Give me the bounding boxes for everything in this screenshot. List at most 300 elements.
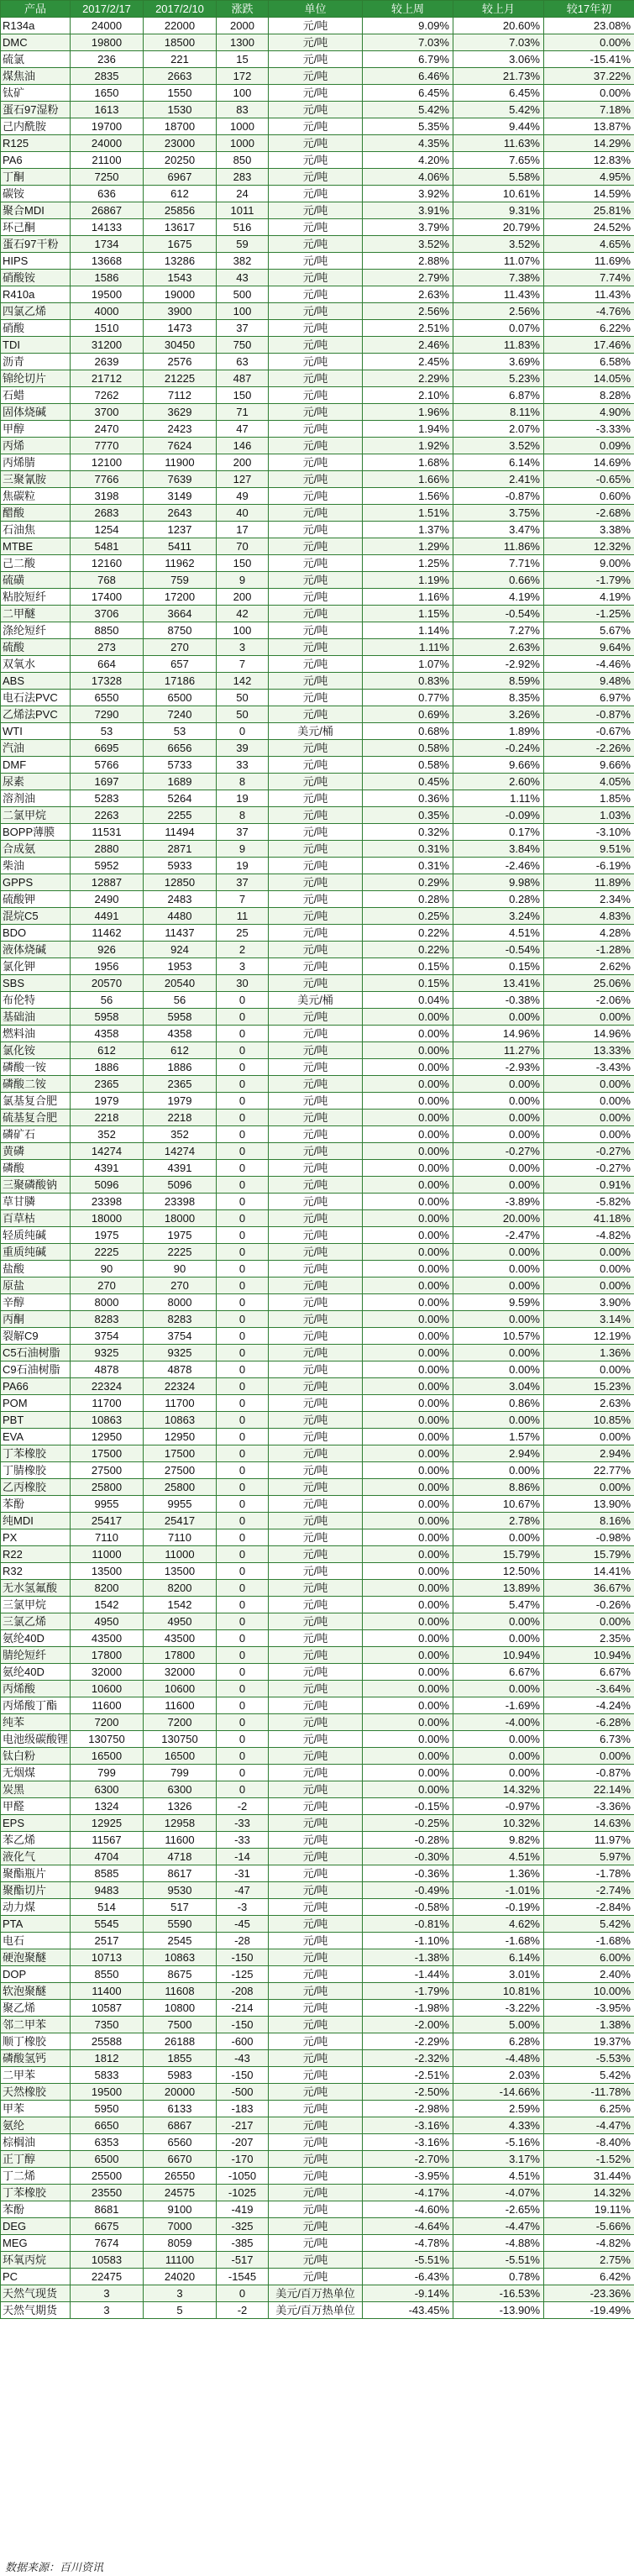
cell-unit: 元/吨 — [269, 942, 363, 958]
cell-month-change: 7.38% — [453, 270, 544, 286]
cell-product: 辛醇 — [1, 1294, 71, 1311]
table-row — [1, 1496, 634, 1513]
cell-week-change: 6.79% — [363, 51, 453, 68]
cell-price-current: 7290 — [71, 706, 144, 723]
cell-month-change: 5.47% — [453, 1597, 544, 1613]
cell-ytd-change: 0.91% — [544, 1177, 634, 1194]
cell-month-change: 6.87% — [453, 387, 544, 404]
cell-ytd-change: 11.97% — [544, 1832, 634, 1849]
cell-price-current: 14274 — [71, 1143, 144, 1160]
cell-unit: 元/吨 — [269, 320, 363, 337]
cell-price-previous: 43500 — [144, 1630, 217, 1647]
cell-price-current: 8200 — [71, 1580, 144, 1597]
cell-week-change: -3.16% — [363, 2134, 453, 2151]
table-row — [1, 253, 634, 270]
table-row — [1, 1143, 634, 1160]
cell-month-change: 0.15% — [453, 958, 544, 975]
cell-unit: 元/吨 — [269, 1076, 363, 1093]
cell-product: 四氯乙烯 — [1, 303, 71, 320]
cell-week-change: 0.00% — [363, 1328, 453, 1345]
cell-change: 0 — [217, 1647, 269, 1664]
cell-price-current: 4358 — [71, 1026, 144, 1042]
cell-product: 动力煤 — [1, 1899, 71, 1916]
cell-price-previous: 10863 — [144, 1412, 217, 1429]
cell-price-previous: 9100 — [144, 2201, 217, 2218]
cell-week-change: -2.70% — [363, 2151, 453, 2168]
cell-unit: 元/吨 — [269, 1143, 363, 1160]
cell-change: -150 — [217, 2067, 269, 2084]
table-row — [1, 1160, 634, 1177]
table-row — [1, 740, 634, 757]
cell-product: 磷酸 — [1, 1160, 71, 1177]
cell-month-change: 8.35% — [453, 690, 544, 706]
cell-change: 0 — [217, 2285, 269, 2302]
cell-unit: 元/吨 — [269, 354, 363, 370]
table-row — [1, 1093, 634, 1110]
cell-price-current: 53 — [71, 723, 144, 740]
cell-week-change: 0.00% — [363, 1042, 453, 1059]
cell-ytd-change: -11.78% — [544, 2084, 634, 2101]
cell-ytd-change: 10.85% — [544, 1412, 634, 1429]
cell-month-change: -3.22% — [453, 2000, 544, 2017]
cell-ytd-change: 14.96% — [544, 1026, 634, 1042]
cell-change: -28 — [217, 1933, 269, 1949]
cell-month-change: 11.07% — [453, 253, 544, 270]
cell-price-current: 16500 — [71, 1748, 144, 1765]
cell-week-change: -4.17% — [363, 2185, 453, 2201]
cell-week-change: 0.00% — [363, 1731, 453, 1748]
table-row — [1, 303, 634, 320]
table-row — [1, 2235, 634, 2252]
cell-price-previous: 4391 — [144, 1160, 217, 1177]
cell-month-change: 0.00% — [453, 1093, 544, 1110]
cell-product: C9石油树脂 — [1, 1361, 71, 1378]
cell-product: 焦碳粒 — [1, 488, 71, 505]
cell-price-previous: 6670 — [144, 2151, 217, 2168]
cell-ytd-change: -1.78% — [544, 1865, 634, 1882]
cell-week-change: 0.00% — [363, 1076, 453, 1093]
table-row — [1, 1462, 634, 1479]
cell-unit: 元/吨 — [269, 2117, 363, 2134]
cell-month-change: 6.14% — [453, 454, 544, 471]
cell-ytd-change: 14.29% — [544, 135, 634, 152]
cell-month-change: 9.98% — [453, 874, 544, 891]
cell-ytd-change: 0.00% — [544, 85, 634, 102]
table-row — [1, 1009, 634, 1026]
cell-product: 草甘膦 — [1, 1194, 71, 1210]
cell-change: 0 — [217, 1496, 269, 1513]
cell-unit: 元/吨 — [269, 471, 363, 488]
cell-price-previous: 270 — [144, 639, 217, 656]
cell-unit: 元/吨 — [269, 1126, 363, 1143]
cell-unit: 元/吨 — [269, 1949, 363, 1966]
cell-change: 100 — [217, 303, 269, 320]
cell-unit: 元/吨 — [269, 1429, 363, 1445]
cell-month-change: 10.61% — [453, 186, 544, 202]
cell-price-previous: 11608 — [144, 1983, 217, 2000]
cell-ytd-change: 31.44% — [544, 2168, 634, 2185]
cell-week-change: 0.35% — [363, 807, 453, 824]
cell-change: -3 — [217, 1899, 269, 1916]
cell-product: MEG — [1, 2235, 71, 2252]
cell-week-change: -0.36% — [363, 1865, 453, 1882]
cell-week-change: 0.00% — [363, 1496, 453, 1513]
table-row — [1, 824, 634, 841]
cell-price-previous: 1953 — [144, 958, 217, 975]
cell-week-change: 0.00% — [363, 1647, 453, 1664]
cell-price-current: 1956 — [71, 958, 144, 975]
table-row — [1, 85, 634, 102]
cell-price-current: 768 — [71, 572, 144, 589]
cell-price-previous: 7000 — [144, 2218, 217, 2235]
cell-price-previous: 759 — [144, 572, 217, 589]
cell-product: 聚酯瓶片 — [1, 1865, 71, 1882]
cell-ytd-change: 0.00% — [544, 1613, 634, 1630]
cell-week-change: 1.07% — [363, 656, 453, 673]
cell-price-current: 25800 — [71, 1479, 144, 1496]
cell-ytd-change: -1.79% — [544, 572, 634, 589]
cell-unit: 元/吨 — [269, 236, 363, 253]
cell-price-previous: 8675 — [144, 1966, 217, 1983]
cell-ytd-change: 9.64% — [544, 639, 634, 656]
cell-ytd-change: -2.68% — [544, 505, 634, 522]
cell-ytd-change: 13.87% — [544, 118, 634, 135]
table-row — [1, 1882, 634, 1899]
cell-ytd-change: 0.00% — [544, 34, 634, 51]
cell-week-change: 1.25% — [363, 555, 453, 572]
cell-product: 基础油 — [1, 1009, 71, 1026]
cell-month-change: 8.86% — [453, 1479, 544, 1496]
table-row — [1, 102, 634, 118]
cell-price-previous: 3754 — [144, 1328, 217, 1345]
cell-product: EPS — [1, 1815, 71, 1832]
cell-change: 7 — [217, 656, 269, 673]
cell-unit: 元/吨 — [269, 337, 363, 354]
cell-week-change: 0.00% — [363, 1681, 453, 1697]
cell-price-current: 6675 — [71, 2218, 144, 2235]
cell-product: 天然气期货 — [1, 2302, 71, 2319]
cell-product: 磷酸一铵 — [1, 1059, 71, 1076]
cell-month-change: 0.00% — [453, 1278, 544, 1294]
cell-price-previous: 12958 — [144, 1815, 217, 1832]
cell-product: HIPS — [1, 253, 71, 270]
cell-price-previous: 8059 — [144, 2235, 217, 2252]
cell-month-change: -0.19% — [453, 1899, 544, 1916]
cell-week-change: 0.00% — [363, 1479, 453, 1496]
cell-ytd-change: -8.40% — [544, 2134, 634, 2151]
cell-ytd-change: 14.32% — [544, 2185, 634, 2201]
cell-product: 石油焦 — [1, 522, 71, 538]
header-product: 产品 — [1, 1, 71, 18]
cell-unit: 元/吨 — [269, 18, 363, 34]
table-row — [1, 2134, 634, 2151]
table-row — [1, 790, 634, 807]
cell-change: 1000 — [217, 135, 269, 152]
cell-week-change: 0.00% — [363, 1781, 453, 1798]
table-row — [1, 1916, 634, 1933]
table-row — [1, 202, 634, 219]
cell-product: 三氯乙烯 — [1, 1613, 71, 1630]
cell-unit: 元/吨 — [269, 1697, 363, 1714]
cell-price-current: 5833 — [71, 2067, 144, 2084]
cell-ytd-change: 14.05% — [544, 370, 634, 387]
table-row — [1, 1210, 634, 1227]
cell-price-current: 799 — [71, 1765, 144, 1781]
cell-product: 布伦特 — [1, 992, 71, 1009]
table-row — [1, 1697, 634, 1714]
cell-unit: 元/吨 — [269, 1177, 363, 1194]
cell-unit: 元/吨 — [269, 1882, 363, 1899]
cell-price-previous: 7112 — [144, 387, 217, 404]
cell-ytd-change: 12.19% — [544, 1328, 634, 1345]
header-month: 较上月 — [453, 1, 544, 18]
cell-unit: 元/吨 — [269, 51, 363, 68]
cell-ytd-change: 2.35% — [544, 1630, 634, 1647]
table-row — [1, 690, 634, 706]
cell-ytd-change: -2.26% — [544, 740, 634, 757]
cell-ytd-change: 0.00% — [544, 1076, 634, 1093]
cell-week-change: -4.60% — [363, 2201, 453, 2218]
cell-month-change: 3.01% — [453, 1966, 544, 1983]
cell-change: 0 — [217, 1664, 269, 1681]
cell-unit: 元/吨 — [269, 2151, 363, 2168]
cell-month-change: 10.32% — [453, 1815, 544, 1832]
cell-price-current: 7262 — [71, 387, 144, 404]
table-row — [1, 2101, 634, 2117]
cell-week-change: 0.29% — [363, 874, 453, 891]
cell-price-previous: 17500 — [144, 1445, 217, 1462]
cell-change: 0 — [217, 1210, 269, 1227]
table-row — [1, 1194, 634, 1210]
cell-price-current: 1979 — [71, 1093, 144, 1110]
table-row — [1, 1513, 634, 1529]
cell-week-change: 2.79% — [363, 270, 453, 286]
table-row — [1, 1177, 634, 1194]
cell-change: 0 — [217, 1395, 269, 1412]
cell-month-change: 2.07% — [453, 421, 544, 438]
cell-change: -150 — [217, 1949, 269, 1966]
cell-price-current: 12160 — [71, 555, 144, 572]
cell-unit: 元/吨 — [269, 2067, 363, 2084]
table-row — [1, 555, 634, 572]
cell-price-current: 17800 — [71, 1647, 144, 1664]
cell-month-change: 4.51% — [453, 925, 544, 942]
cell-change: 850 — [217, 152, 269, 169]
cell-price-current: 514 — [71, 1899, 144, 1916]
cell-change: 9 — [217, 572, 269, 589]
cell-ytd-change: 6.25% — [544, 2101, 634, 2117]
cell-unit: 元/吨 — [269, 1765, 363, 1781]
cell-unit: 元/吨 — [269, 286, 363, 303]
cell-month-change: -0.24% — [453, 740, 544, 757]
cell-unit: 元/吨 — [269, 2050, 363, 2067]
cell-ytd-change: -3.10% — [544, 824, 634, 841]
cell-price-current: 19500 — [71, 286, 144, 303]
table-row — [1, 51, 634, 68]
cell-product: 煤焦油 — [1, 68, 71, 85]
cell-price-previous: 20540 — [144, 975, 217, 992]
cell-unit: 元/吨 — [269, 1580, 363, 1597]
cell-change: 33 — [217, 757, 269, 774]
cell-unit: 元/吨 — [269, 1361, 363, 1378]
cell-price-current: 2263 — [71, 807, 144, 824]
table-row — [1, 942, 634, 958]
cell-product: 丁二烯 — [1, 2168, 71, 2185]
cell-price-current: 270 — [71, 1278, 144, 1294]
cell-week-change: 0.00% — [363, 1445, 453, 1462]
cell-product: 磷酸氢钙 — [1, 2050, 71, 2067]
cell-price-current: 926 — [71, 942, 144, 958]
cell-product: DEG — [1, 2218, 71, 2235]
cell-week-change: 0.00% — [363, 1395, 453, 1412]
cell-unit: 元/吨 — [269, 1966, 363, 1983]
cell-month-change: 0.00% — [453, 1076, 544, 1093]
cell-price-previous: 7500 — [144, 2017, 217, 2033]
cell-unit: 元/吨 — [269, 807, 363, 824]
cell-change: 1300 — [217, 34, 269, 51]
cell-price-current: 1886 — [71, 1059, 144, 1076]
table-row — [1, 589, 634, 606]
cell-week-change: 2.88% — [363, 253, 453, 270]
cell-unit: 元/吨 — [269, 1714, 363, 1731]
cell-month-change: 9.66% — [453, 757, 544, 774]
cell-month-change: 2.78% — [453, 1513, 544, 1529]
cell-week-change: 1.51% — [363, 505, 453, 522]
cell-ytd-change: 11.69% — [544, 253, 634, 270]
cell-week-change: -2.50% — [363, 2084, 453, 2101]
cell-month-change: -16.53% — [453, 2285, 544, 2302]
cell-price-previous: 11437 — [144, 925, 217, 942]
cell-price-previous: 6656 — [144, 740, 217, 757]
table-row — [1, 438, 634, 454]
cell-product: PTA — [1, 1916, 71, 1933]
header-week: 较上周 — [363, 1, 453, 18]
cell-month-change: -1.69% — [453, 1697, 544, 1714]
cell-price-current: 1975 — [71, 1227, 144, 1244]
cell-unit: 元/吨 — [269, 1194, 363, 1210]
cell-product: 苯酚 — [1, 2201, 71, 2218]
cell-week-change: 0.32% — [363, 824, 453, 841]
cell-ytd-change: -5.66% — [544, 2218, 634, 2235]
cell-price-current: 2225 — [71, 1244, 144, 1261]
cell-month-change: 10.67% — [453, 1496, 544, 1513]
cell-week-change: 0.28% — [363, 891, 453, 908]
cell-product: 百草枯 — [1, 1210, 71, 1227]
cell-change: 71 — [217, 404, 269, 421]
cell-unit: 元/吨 — [269, 1210, 363, 1227]
cell-change: 0 — [217, 1328, 269, 1345]
cell-product: POM — [1, 1395, 71, 1412]
cell-ytd-change: 15.79% — [544, 1546, 634, 1563]
cell-week-change: 0.22% — [363, 925, 453, 942]
cell-month-change: 2.60% — [453, 774, 544, 790]
cell-unit: 元/吨 — [269, 270, 363, 286]
cell-unit: 元/吨 — [269, 1009, 363, 1026]
cell-change: 200 — [217, 454, 269, 471]
cell-price-previous: 2643 — [144, 505, 217, 522]
cell-ytd-change: -0.65% — [544, 471, 634, 488]
cell-week-change: -1.44% — [363, 1966, 453, 1983]
cell-price-previous: 6133 — [144, 2101, 217, 2117]
cell-ytd-change: -19.49% — [544, 2302, 634, 2319]
cell-ytd-change: -0.98% — [544, 1529, 634, 1546]
cell-price-previous: 130750 — [144, 1731, 217, 1748]
cell-month-change: 5.42% — [453, 102, 544, 118]
table-row — [1, 1345, 634, 1361]
cell-change: 0 — [217, 1126, 269, 1143]
table-row — [1, 270, 634, 286]
cell-ytd-change: 6.97% — [544, 690, 634, 706]
cell-price-previous: 17800 — [144, 1647, 217, 1664]
cell-price-previous: 924 — [144, 942, 217, 958]
cell-week-change: 1.66% — [363, 471, 453, 488]
cell-ytd-change: 7.18% — [544, 102, 634, 118]
cell-change: 0 — [217, 1345, 269, 1361]
cell-change: -1025 — [217, 2185, 269, 2201]
cell-price-previous: 3 — [144, 2285, 217, 2302]
cell-price-previous: 25856 — [144, 202, 217, 219]
table-row — [1, 1479, 634, 1496]
cell-unit: 元/吨 — [269, 1916, 363, 1933]
cell-week-change: -0.81% — [363, 1916, 453, 1933]
cell-month-change: 0.66% — [453, 572, 544, 589]
cell-change: 0 — [217, 1009, 269, 1026]
cell-price-current: 12887 — [71, 874, 144, 891]
cell-change: 15 — [217, 51, 269, 68]
cell-ytd-change: 5.67% — [544, 622, 634, 639]
cell-unit: 元/吨 — [269, 370, 363, 387]
cell-unit: 元/吨 — [269, 1026, 363, 1042]
cell-week-change: 0.58% — [363, 740, 453, 757]
cell-unit: 元/吨 — [269, 2017, 363, 2033]
cell-price-current: 21100 — [71, 152, 144, 169]
cell-ytd-change: -0.87% — [544, 1765, 634, 1781]
cell-ytd-change: -23.36% — [544, 2285, 634, 2302]
cell-price-previous: 270 — [144, 1278, 217, 1294]
cell-price-current: 2835 — [71, 68, 144, 85]
cell-change: 0 — [217, 1026, 269, 1042]
cell-price-current: 27500 — [71, 1462, 144, 1479]
cell-unit: 元/吨 — [269, 303, 363, 320]
cell-price-current: 9483 — [71, 1882, 144, 1899]
cell-unit: 元/吨 — [269, 1748, 363, 1765]
cell-week-change: 0.00% — [363, 1429, 453, 1445]
cell-unit: 元/吨 — [269, 874, 363, 891]
cell-change: -33 — [217, 1832, 269, 1849]
cell-price-current: 7674 — [71, 2235, 144, 2252]
cell-week-change: 0.04% — [363, 992, 453, 1009]
cell-unit: 元/吨 — [269, 253, 363, 270]
cell-change: -1545 — [217, 2269, 269, 2285]
cell-price-previous: 17186 — [144, 673, 217, 690]
cell-month-change: 0.00% — [453, 1009, 544, 1026]
cell-unit: 元/吨 — [269, 387, 363, 404]
cell-price-current: 2683 — [71, 505, 144, 522]
cell-price-current: 12950 — [71, 1429, 144, 1445]
cell-price-current: 6500 — [71, 2151, 144, 2168]
cell-month-change: -0.54% — [453, 606, 544, 622]
cell-product: 硬泡聚醚 — [1, 1949, 71, 1966]
cell-change: -385 — [217, 2235, 269, 2252]
cell-week-change: 0.00% — [363, 1563, 453, 1580]
cell-ytd-change: 15.23% — [544, 1378, 634, 1395]
cell-unit: 元/吨 — [269, 1496, 363, 1513]
cell-month-change: 3.04% — [453, 1378, 544, 1395]
cell-product: 沥青 — [1, 354, 71, 370]
cell-ytd-change: 0.00% — [544, 1009, 634, 1026]
cell-week-change: 0.00% — [363, 1126, 453, 1143]
cell-product: 氯化铵 — [1, 1042, 71, 1059]
